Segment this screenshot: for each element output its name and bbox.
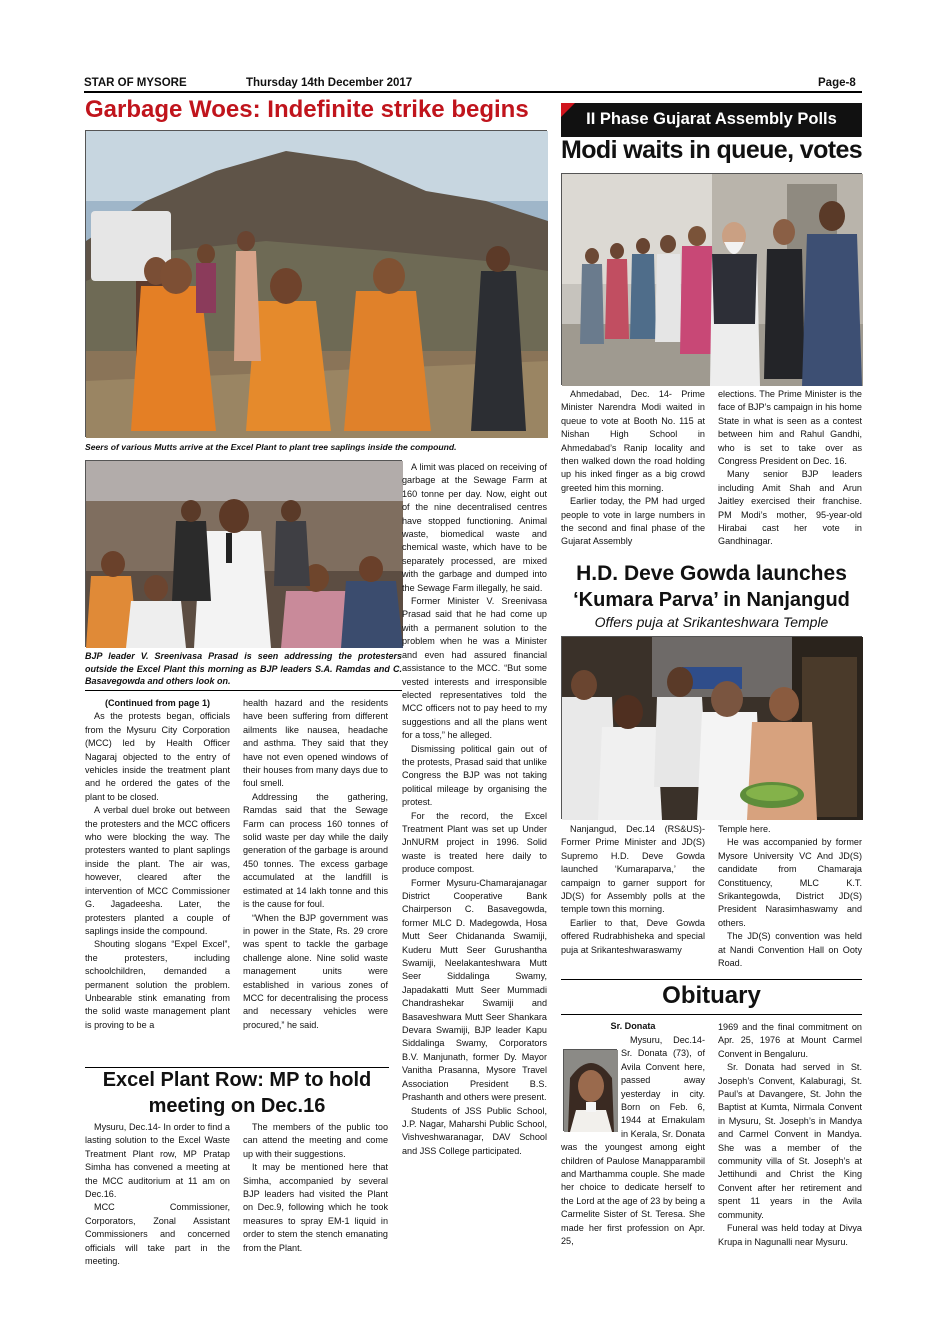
gujarat-kicker: II Phase Gujarat Assembly Polls [586,110,837,128]
garbage-c2-p3: “When the BJP government was in power in the State, Rs. 29 crore was spent to tackle the garbage challenge alone. Nine solid waste management units were established in various zones of MCC for decentralising the process and necessary vehicles were procured,” he said. [243,912,388,1030]
gowda-subhead: Offers puja at Srikanteshwara Temple [594,614,829,630]
gowda-photo [561,636,862,819]
garbage-c3-p3: Dismissing political gain out of the protests, Prasad said that unlike Congress the BJP was not taking political mileage by organising the protest. [402,743,547,808]
gowda-column-1 [561,823,705,971]
prasad-caption-rule [85,690,402,691]
excel-top-rule [85,1067,389,1068]
obituary-column-1 [561,1034,705,1264]
gowda-column-2 [718,823,862,971]
excel-column-2 [243,1121,388,1261]
prasad-photo-illustration [86,461,403,648]
gujarat-c1-p2: Earlier today, the PM had urged people to vote in large numbers in the second and final phase of the Gujarat Assembly [561,496,705,547]
seers-photo [85,130,547,437]
seers-photo-caption: Seers of various Mutts arrive at the Excel Plant to plant tree saplings inside the compound. [85,442,457,452]
prasad-photo-caption: BJP leader V. Sreenivasa Prasad is seen addressing the protesters outside the Excel Plant this morning as BJP leaders S.A. Ramdas and C. Basavegowda and others look on. [85,651,402,686]
gujarat-column-2 [718,388,862,560]
excel-headline-line1: Excel Plant Row: MP to hold [102,1069,372,1091]
gujarat-headline: Modi waits in queue, votes [561,136,863,164]
obituary-c2-p2: Sr. Donata had served in St. Joseph’s Convent, Kalaburagi, St. Paul’s at Davangere, St. John the Baptist at Kumta, Nirmala Convent in Mysuru, St. Joseph’s in Mandya and Carmel Convent in Mandya. She was a member of the community villa of St. Joseph’s at Jettihundi and Christ the King Convent after her retirement and spent 11 years in the Avila community. [718,1062,862,1220]
garbage-column-2 [243,697,388,1071]
garbage-c3-p1: A limit was placed on receiving of garbage at the Sewage Farm at 160 tonne per day. Now, eight out of the nine decentralised centres have stopped functioning. Animal waste, biomedical waste and chemical waste, which have to be separately processed, are mixed with the garbage and dumped into the Sewage Farm illegally, he said. [402,462,547,593]
prasad-photo [85,460,402,647]
gujarat-kicker-box [561,103,862,137]
gujarat-c2-p1: elections. The Prime Minister is the face of BJP’s campaign in his home State in what is seen as a contest between him and Rahul Gandhi, who is set to take over as Congress President on Dec. 16. [718,389,862,467]
excel-c1-p1: Mysuru, Dec.14- In order to find a lasting solution to the Excel Waste Treatment Plant row, MP Pratap Simha has convened a meeting at the MCC auditorium at 11 am on Dec.16. [85,1122,230,1200]
gowda-headline-line1: H.D. Deve Gowda launches [576,562,847,585]
obituary-headline: Obituary [662,982,761,1009]
excel-headline-line2: meeting on Dec.16 [148,1095,326,1117]
garbage-c3-p6: Students of JSS Public School, J.P. Nagar, Maharshi Public School, Vishveshwaranagar, DAV School and JSS College participated. [402,1105,547,1156]
garbage-c3-p2: Former Minister V. Sreenivasa Prasad said that he had come up with a permanent solution to the problem when he was a Minister and even had assured financial assistance to the MCC. “But some vested interests and irresponsible elected representatives told the MCC officers not to pay heed to my suggestions and all the plans went for a toss,” he alleged. [402,596,547,741]
masthead-paper-name: STAR OF MYSORE [84,77,187,89]
garbage-headline: Garbage Woes: Indefinite strike begins [85,96,529,123]
obituary-top-rule [561,979,862,980]
excel-c2-p2: It may be mentioned here that Simha, accompanied by several BJP leaders had visited the Plant on Dec.9, following which he took measures to spray EM-1 liquid in order to stem the stench emanating from the Plant. [243,1162,388,1253]
garbage-c1-p3: Shouting slogans “Expel Excel”, the protesters, including schoolchildren, demanded a permanent solution the problem. Unbearable stink emanating from the solid waste management plant is proving to be a [85,939,230,1030]
gowda-c1-p2: Earlier to that, Deve Gowda offered Rudrabhisheka and special puja at Srikanteshwaraswamy [561,917,705,955]
gowda-headline-line2: ‘Kumara Parva’ in Nanjangud [573,589,850,611]
garbage-c3-p5: Former Mysuru-Chamarajanagar District Cooperative Bank Chairperson C. Basavegowda, former MLC D. Madegowda, Hosa Mutt Seer Chidananda Swamiji, Kuderu Mutt Seer Gurushantha Swamiji, Neelakanteshwara Mutt Seer Siddalinga Swamy, Japadakatti Mutt Seer Mummadi Chandrashekar Swamiji and Basaveshwara Mutt Seer Shankara Devara Swamiji, BJP leader Kapu Siddalinga Swamy, Corporators B.V. Manjunath, former Dy. Mayor Vanitha Prasanna, Mysore Travel Association President B.S. Prashanth and others were present. [402,877,547,1103]
obituary-c2-p3: Funeral was held today at Divya Krupa in Nagunalli near Mysuru. [718,1223,862,1247]
gujarat-c2-p2: Many senior BJP leaders including Amit Shah and Arun Jaitley exercised their franchise. PM Modi’s mother, 95-year-old Hirabai cast her vote in Gandhinagar. [718,469,862,547]
seers-photo-illustration [86,131,548,438]
gowda-c1-p1: Nanjangud, Dec.14 (RS&US)- Former Prime Minister and JD(S) Supremo H.D. Deve Gowda launched ‘Kumaraparva,’ the campaign to garner support for JD(S) for Assembly polls at the temple town this morning. [561,824,705,915]
masthead-rule [84,91,862,93]
gowda-c2-p3: The JD(S) convention was held at Nandi Convention Hall on Ooty Road. [718,931,862,969]
continued-label: (Continued from page 1) [104,698,211,708]
masthead-date: Thursday 14th December 2017 [246,77,413,89]
gujarat-column-1 [561,388,705,560]
obituary-c2-p1: 1969 and the final commitment on Apr. 25, 1976 at Mount Carmel Convent in Bengaluru. [718,1022,862,1059]
obituary-c1-text: Mysuru, Dec.14- Sr. Donata (73), of Avila Convent here, passed away yesterday in city. Born on Feb. 6, 1944 at Ernakulam in Kerala, Sr. Donata was the youngest among eight children of Paulose Manapparambil and Marthamma couple. She made her choice to dedicate herself to the Lord at the age of 23 by being a Carmelite Sister of St. Teresa. She made her first profession on Apr. 25, [561,1035,705,1247]
garbage-c2-p2: Addressing the gathering, Ramdas said that the Sewage Farm can process 160 tonnes of solid waste per day while the daily generation of the garbage is around 450 tonnes. The excess garbage accumulated at the landfill is estimated at 14 lakh tonne and this is the cause for foul. [243,791,388,910]
gujarat-c1-p1: Ahmedabad, Dec. 14- Prime Minister Narendra Modi waited in queue to vote at Booth No. 115 at Nishan High School in Ahmedabad’s Ranip locality and then walked down the road holding up his inked finger as a big crowd greeted him this morning. [561,389,705,493]
gowda-c2-p1: Temple here. [718,824,771,834]
obituary-name: Sr. Donata [610,1021,656,1031]
obituary-bottom-rule [561,1014,862,1015]
garbage-c3-p4: For the record, the Excel Treatment Plant was set up Under JnNURM project in 1996. Solid waste is treated here daily to produce compost. [402,810,547,875]
garbage-c1-p2: A verbal duel broke out between the protesters and the MCC officers who were blocking the way. The protesters wanted to plant saplings inside the plant. The air was, however, cleared after the intervention of MCC Commissioner G. Jagadeesha. Later, the protesters planted a couple of saplings inside the compound. [85,805,230,936]
obituary-float-spacer [561,1034,621,1130]
gowda-c2-p2: He was accompanied by former Mysore University VC And JD(S) candidate from Chamaraja Constituency, MLC K.T. Srikantegowda, District JD(S) President Narasimhaswamy and others. [718,837,862,928]
excel-c2-p1: The members of the public too can attend the meeting and come up with their suggestions. [243,1122,388,1159]
masthead-page-number: Page-8 [818,77,856,89]
garbage-c2-p1: health hazard and the residents have been suffering from different ailments like nausea, headache and asthma. They said that they have not even opened windows of their houses from many days due to foul smell. [243,698,388,789]
obituary-column-2 [718,1021,862,1264]
modi-photo-illustration [562,174,863,386]
garbage-column-3 [402,461,547,1261]
excel-column-1 [85,1121,230,1267]
excel-c1-p2: MCC Commissioner, Corporators, Zonal Assistant Commissioners and concerned officials will take part in the meeting. [85,1202,230,1267]
modi-photo [561,173,862,385]
garbage-column-1 [85,697,230,1071]
garbage-c1-p1: As the protests began, officials from the Mysuru City Corporation (MCC) led by Health Officer Nagaraj objected to the entry of vehicles inside the treatment plant and he ordered the gates of the plant to be closed. [85,711,230,802]
gowda-photo-illustration [562,637,863,820]
